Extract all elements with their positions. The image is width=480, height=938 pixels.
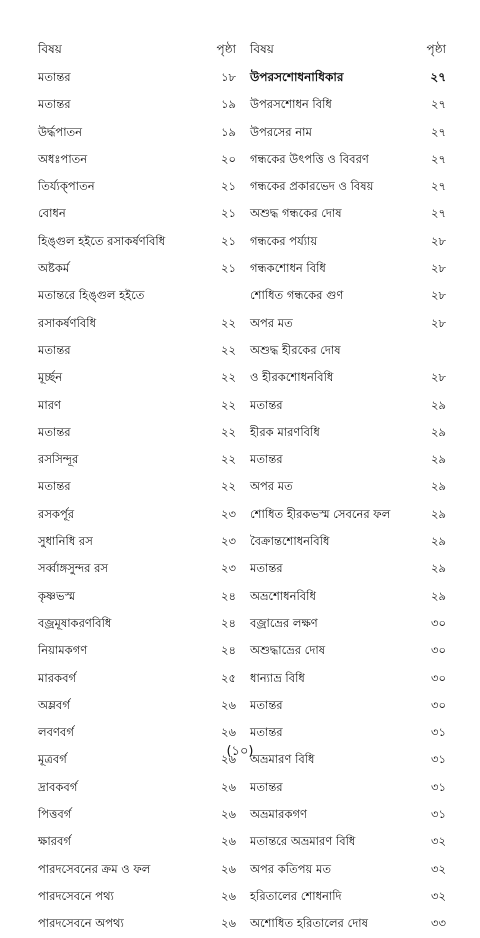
contents-row [250,282,446,309]
entry-title: মতান্তর [38,424,71,439]
entry-page: ১৮ [221,70,236,84]
entry-title: রসাকর্ষণবিধি [38,315,97,330]
entry-page: ২১ [221,261,236,276]
entry-page: ২৭ [430,70,446,84]
entry-page: ২৪ [221,588,236,603]
right-contents-column [250,38,446,938]
entry-page: ২৬ [221,834,236,849]
entry-title: অশুদ্ধ গন্ধকের দোষ [250,206,342,221]
entry-page: ২৮ [431,315,446,330]
entry-title: বজ্রাভ্রের লক্ষণ [250,615,318,630]
entry-page: ২২ [221,342,236,357]
entry-page: ২৬ [221,697,236,712]
contents-row [250,801,446,828]
entry-title: উপরসশোধনাধিকার [250,70,344,84]
contents-row [250,883,446,910]
contents-row [250,91,446,118]
entry-page: ২৯ [431,479,446,494]
entry-title: গন্ধকের প্রকারভেদ ও বিষয় [250,179,374,194]
entry-title: মতান্তরে হিঙ্গুল হইতে [38,288,145,303]
entry-title: মতান্তর [250,452,283,467]
entry-page: ২৯ [431,452,446,467]
contents-row [250,473,446,500]
contents-row [250,64,446,91]
entry-page: ২৮ [431,261,446,276]
contents-row [38,692,240,719]
contents-row [250,774,446,801]
contents-row [250,555,446,582]
entry-title: হিঙ্গুল হইতে রসাকর্ষণবিধি [38,233,166,248]
entry-page: ২৬ [221,807,236,822]
entry-page: ৩২ [431,888,446,903]
entry-title: মতান্তর [38,479,71,494]
entry-page: ২৮ [431,233,446,248]
entry-title: পারদসেবনে অপথ্য [38,916,124,931]
entry-page: ১৯ [221,124,236,139]
page-number: (১০) [226,744,254,759]
entry-page: ২২ [221,479,236,494]
entry-page: ২৪ [221,615,236,630]
entry-title: শোধিত গন্ধকের গুণ [250,288,344,303]
contents-row [38,583,240,610]
entry-title: অপর মত [250,315,293,330]
contents-row [38,310,240,337]
entry-title: উর্দ্ধপাতন [38,124,83,139]
entry-page: ২৯ [431,534,446,549]
entry-title: অভ্রমারকগণ [250,807,307,822]
contents-row [38,446,240,473]
entry-page: ২৮ [431,288,446,303]
entry-title: দ্রাবকবর্গ [38,779,78,794]
entry-page: ২২ [221,424,236,439]
entry-page: ২৯ [431,588,446,603]
contents-row [250,173,446,200]
entry-page: ৩০ [431,643,446,658]
entry-page: ২৯ [431,424,446,439]
entry-title: মতান্তর [250,725,283,740]
entry-title: মতান্তর [250,561,283,576]
entry-title: ও হীরকশোধনবিধি [250,370,334,385]
entry-page: ২৯ [431,561,446,576]
contents-row [38,364,240,391]
contents-row [38,64,240,91]
contents-row [38,501,240,528]
left-header-page: পৃষ্ঠা [216,42,236,56]
entry-page: ২২ [221,370,236,385]
entry-page: ২২ [221,452,236,467]
contents-row [250,828,446,855]
entry-title: অধঃপাতন [38,151,88,166]
entry-title: মতান্তর [250,697,283,712]
entry-page: ৩১ [431,725,446,740]
entry-title: মতান্তর [38,70,71,84]
entry-title: অভ্রশোধনবিধি [250,588,316,603]
entry-title: মারণ [38,397,62,412]
entry-page: ২৫ [221,670,236,685]
contents-row [38,883,240,910]
entry-title: মারকবর্গ [38,670,77,685]
entry-title: রসকর্পূর [38,506,75,521]
entry-page: ৩০ [431,697,446,712]
entry-title: অভ্রমারণ বিধি [250,752,315,767]
entry-page: ২৩ [221,534,236,549]
entry-title: হরিতালের শোধনাদি [250,888,342,903]
contents-row [250,146,446,173]
contents-row [38,228,240,255]
entry-title: মতান্তর [38,97,71,112]
entry-page: ২২ [221,397,236,412]
entry-page: ২০ [221,151,236,166]
contents-row [38,910,240,937]
entry-title: উপরসশোধন বিধি [250,97,332,112]
entry-title: পারদসেবনে পথ্য [38,888,114,903]
entry-page: ১৯ [221,97,236,112]
entry-page: ২৩ [221,561,236,576]
entry-title: নিয়ামকগণ [38,643,88,658]
contents-row [250,610,446,637]
entry-page: ৩২ [431,861,446,876]
entry-page: ৩১ [431,779,446,794]
entry-title: অম্লবর্গ [38,697,70,712]
entry-page: ২৯ [431,397,446,412]
entry-title: কৃষ্ণভস্ম [38,588,76,603]
entry-title: বজ্রমূষাকরণবিধি [38,615,112,630]
entry-page: ৩০ [431,615,446,630]
entry-title: মতান্তর [38,342,71,357]
entry-page: ৩৩ [431,916,446,931]
entry-title: অষ্টকর্ম [38,261,70,276]
entry-title: সর্ব্বাঙ্গসুন্দর রস [38,561,108,576]
entry-page: ২৭ [431,151,446,166]
entry-page: ৩১ [431,752,446,767]
contents-row [250,228,446,255]
entry-page: ২৭ [431,124,446,139]
contents-row [38,473,240,500]
right-header-subject: বিষয় [250,42,274,56]
contents-row [250,419,446,446]
entry-page: ২২ [221,315,236,330]
right-column-header [250,38,446,64]
contents-row [250,528,446,555]
contents-row [38,637,240,664]
contents-row [38,610,240,637]
entry-title: হীরক মারণবিধি [250,424,320,439]
contents-row [250,665,446,692]
entry-title: মতান্তরে অভ্রমারণ বিধি [250,834,356,849]
entry-title: মতান্তর [250,397,283,412]
contents-row [250,200,446,227]
entry-title: গন্ধকের পর্য্যায় [250,233,318,248]
entry-title: পিত্তবর্গ [38,807,72,822]
contents-row [38,91,240,118]
entry-page: ৩২ [431,834,446,849]
contents-row [38,173,240,200]
contents-row [250,337,446,364]
contents-row [38,555,240,582]
contents-row [250,910,446,937]
entry-title: ক্ষারবর্গ [38,834,71,849]
entry-page: ২৬ [221,888,236,903]
right-header-page: পৃষ্ঠা [426,42,446,56]
entry-title: গন্ধকশোধন বিধি [250,261,326,276]
contents-row [38,337,240,364]
contents-row [38,774,240,801]
entry-page: ২৪ [221,643,236,658]
entry-page: ২৭ [431,97,446,112]
entry-page: ২৭ [431,179,446,194]
contents-row [38,665,240,692]
entry-title: উপরসের নাম [250,124,312,139]
entry-title: অপর মত [250,479,293,494]
entry-title: সুধানিধি রস [38,534,93,549]
entry-title: বোধন [38,206,66,221]
contents-row [250,637,446,664]
contents-row [38,801,240,828]
contents-row [250,364,446,391]
contents-row [38,119,240,146]
entry-page: ৩১ [431,807,446,822]
entry-page: ২৯ [431,506,446,521]
contents-row [38,392,240,419]
entry-page: ২৬ [221,725,236,740]
entry-title: অশুদ্ধ হীরকের দোষ [250,342,341,357]
entry-title: মূর্চ্ছন [38,370,63,385]
entry-page: ২৮ [431,370,446,385]
contents-row [38,255,240,282]
entry-title: অশোধিত হরিতালের দোষ [250,916,368,931]
entry-page: ২৩ [221,506,236,521]
contents-row [38,146,240,173]
entry-page: ৩০ [431,670,446,685]
contents-row [250,310,446,337]
contents-row [250,392,446,419]
entry-page: ২১ [221,233,236,248]
contents-row [38,528,240,555]
entry-title: অশুদ্ধাভ্রের দোষ [250,643,326,658]
left-column-header [38,38,240,64]
entry-page: ২১ [221,179,236,194]
contents-row [38,828,240,855]
contents-row [250,856,446,883]
contents-row [250,446,446,473]
contents-row [38,856,240,883]
entry-title: বৈক্রান্তশোধনবিধি [250,534,330,549]
entry-page: ২১ [221,206,236,221]
entry-page: ২৬ [221,861,236,876]
entry-title: রসসিন্দূর [38,452,79,467]
contents-row [250,583,446,610]
contents-row [250,119,446,146]
entry-page: ২৭ [431,206,446,221]
entry-page: ২৬ [221,916,236,931]
contents-row [250,255,446,282]
contents-row [250,501,446,528]
left-header-subject: বিষয় [38,42,62,56]
entry-page: ২৬ [221,779,236,794]
entry-title: মূত্রবর্গ [38,752,67,767]
entry-title: লবণবর্গ [38,725,74,740]
contents-row [38,419,240,446]
entry-title: অপর কতিপয় মত [250,861,331,876]
contents-row [38,200,240,227]
entry-page: ২৬ [221,752,236,767]
left-contents-column [38,38,240,938]
entry-title: তির্য্যক্‌পাতন [38,179,95,194]
entry-title: মতান্তর [250,779,283,794]
entry-title: গন্ধকের উৎপত্তি ও বিবরণ [250,151,369,166]
contents-row [38,282,240,309]
contents-row [250,692,446,719]
entry-title: ধান্যাভ্র বিধি [250,670,305,685]
entry-title: পারদসেবনের ক্রম ও ফল [38,861,151,876]
entry-title: শোধিত হীরকভস্ম সেবনের ফল [250,506,391,521]
